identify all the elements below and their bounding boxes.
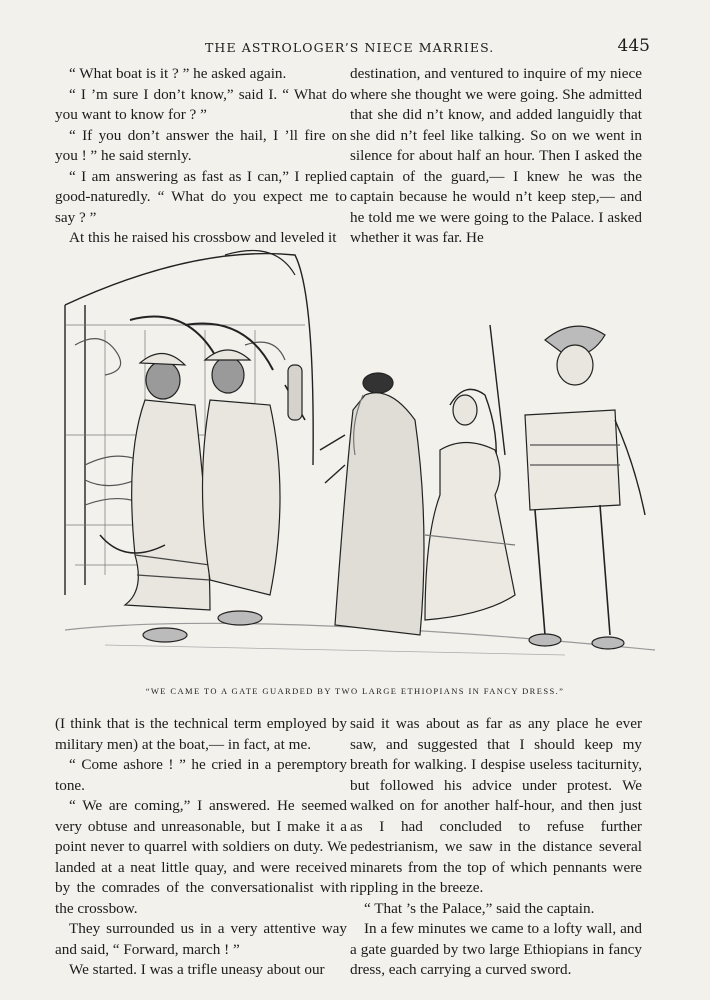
paragraph: At this he raised his crossbow and leveled it [69,229,337,246]
column-bottom-left [55,714,347,981]
running-head: THE ASTROLOGER’S NIECE MARRIES. [205,40,495,55]
page-number: 445 [617,36,650,56]
column-bottom-right [350,714,642,981]
paragraph: “ I ’m sure I don’t know,” said I. “ What do you want to know for ? ” [55,85,347,123]
paragraph: “ If you don’t answer the hail, I ’ll fire on you ! ” he said sternly. [55,126,347,164]
paragraph: In a few minutes we came to a lofty wall, and a gate guarded by two large Ethiopians in fancy dress, each carrying a curved sword. [350,920,642,978]
illustration-caption: “WE CAME TO A GATE GUARDED BY TWO LARGE ETHIOPIANS IN FANCY DRESS.” [145,686,565,696]
column-top-right [350,64,642,249]
page-header [60,36,650,60]
paragraph: “ We are coming,” I answered. He seemed very obtuse and unreasonable, but I make it a point never to quarrel with soldiers on duty. We landed at a neat little quay, and were received by the comrades of the conversationalist with the crossbow. [55,797,347,917]
paragraph: “ I am answering as fast as I can,” I replied good-naturedly. “ What do you expect me to say ? ” [55,167,347,226]
paragraph: “ What boat is it ? ” he asked again. [69,65,287,82]
paragraph: They surrounded us in a very attentive way and said, “ Forward, march ! ” [55,920,347,958]
column-top-left [55,64,347,249]
paragraph: “ That ’s the Palace,” said the captain. [364,899,595,917]
paragraph: We started. I was a trifle uneasy about our [69,961,325,978]
paragraph: said it was about as far as any place he ever saw, and suggested that I should keep my breath for walking. I despise useless taciturnity, but followed his advice under protest. We walked on for another half-hour, and then just as I had concluded to refuse further pedestrianism, we saw in the distance several minarets from the top of which pennants were rippling in the breeze. [350,715,642,896]
engraving-illustration [45,235,670,675]
paragraph: “ Come ashore ! ” he cried in a peremptory tone. [55,756,347,794]
paragraph: (I think that is the technical term employed by military men) at the boat,— in fact, at me. [55,715,347,753]
paragraph: destination, and ventured to inquire of my niece where she thought we were going. She admitted that she did n’t know, and added languidly that she did n’t feel like talking. So on we went in silence for about half an hour. Then I asked the captain of the guard,— I knew he was the captain because he would n’t keep step,— and he told me we were going to the Palace. I asked whether it was far. He [350,65,642,246]
